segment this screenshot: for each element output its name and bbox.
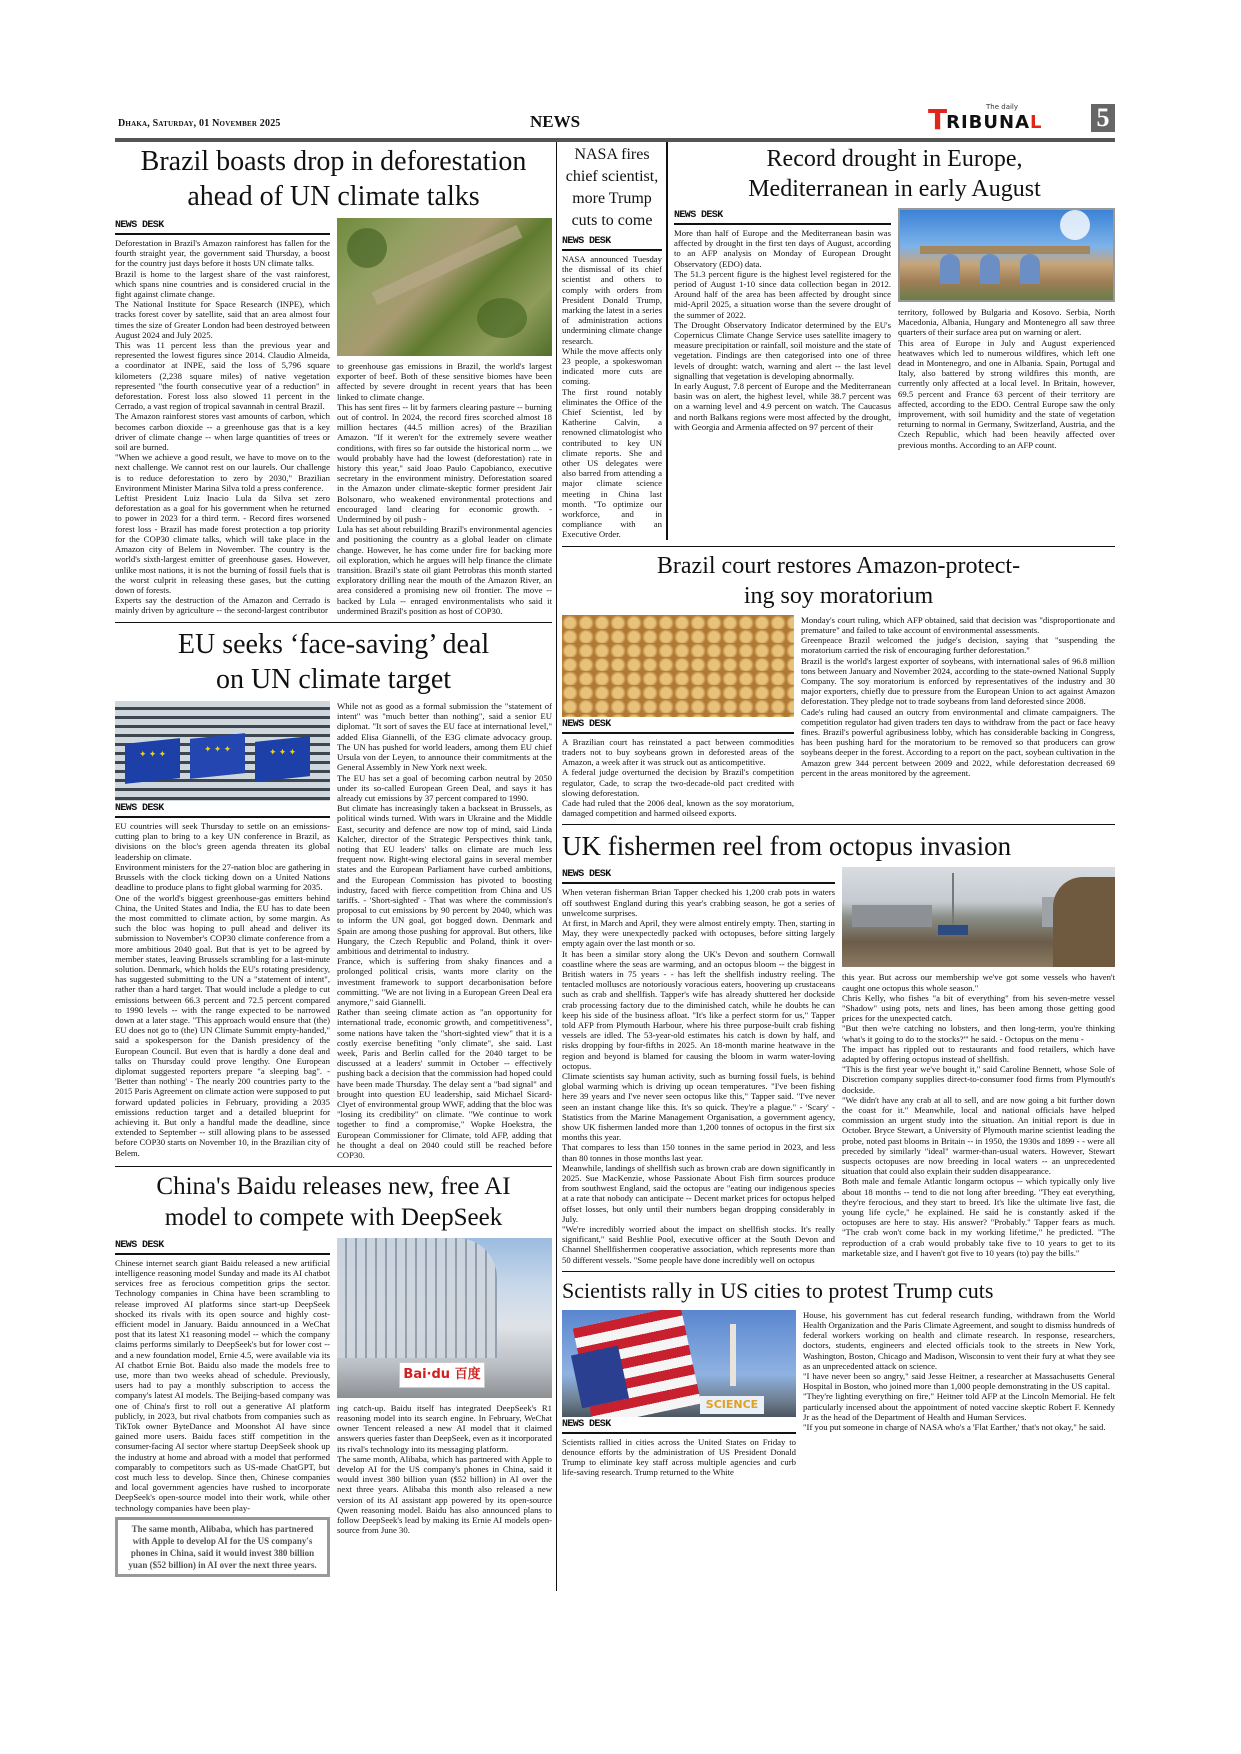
article-column [115, 1238, 330, 1581]
aerial-forest-image [337, 218, 552, 356]
byline-rule [115, 1253, 330, 1255]
paragraph: ing catch-up. Baidu itself has integrated DeepSeek's R1 reasoning model into its search engine. In February, WeChat owner Tencent released a new AI model that it claimed answers queries faster than DeepSeek, even as it incorporated its rival's technology into its messaging platform. [337, 1402, 552, 1454]
article-body-nasa [562, 254, 662, 540]
paragraph: Scientists rallied in cities across the United States on Friday to denounce efforts by the administration of US President Donald Trump to eliminate key staff across multiple agencies and curb life-saving research. Trump returned to the White [562, 1436, 796, 1478]
tribunal-logo [928, 103, 1042, 136]
paragraph: A Brazilian court has reinstated a pact between commodities traders not to buy soybeans grown in deforested areas of the Amazon, a week after it was struck out as anticompetitive. [562, 736, 794, 768]
paragraph: Chris Kelly, who fishes "a bit of everything" from his seven-metre vessel "Shadow" using pots, nets and lines, has been among those getting good prices for the unexpected catch. [842, 992, 1115, 1024]
headline-scientists: Scientists rally in US cities to protest Trump cuts [562, 1277, 994, 1303]
article-body-brazil-col1 [115, 238, 330, 616]
paragraph: "When we achieve a good result, we have to move on to the next challenge. We cannot rest on our laurels. Our challenge is to reduce deforestation to zero by 2030," Brazilian Environment Minister Marina Silva told a press conference. [115, 452, 330, 493]
article-column [803, 1310, 1115, 1432]
headline-nasa: NASA fires chief scientist, more Trump cuts to come [565, 146, 659, 229]
article-column [562, 867, 835, 1265]
paragraph: In early August, 7.8 percent of Europe and the Mediterranean basin was on alert, the highest level, while 38.7 percent was on a warning level and 4.9 percent on watch. The Caucasus and north Balkans regions were most affected by the drought, with Georgia and Armenia affected on 97 percent of their [674, 381, 891, 432]
byline-rule [562, 249, 662, 251]
paragraph: The Amazon rainforest stores vast amounts of carbon, which becomes carbon dioxide -- a greenhouse gas that is a key driver of climate change -- when large quantities of trees or soil are burned. [115, 411, 330, 453]
protest-image [562, 1310, 796, 1417]
headline-eu-climate [115, 627, 552, 697]
article-row [562, 867, 1115, 1265]
headline-line: ing soy moratorium [743, 582, 934, 609]
headline-line: Record drought in Europe, [766, 146, 1023, 172]
headline-baidu [115, 1171, 552, 1234]
paragraph: Monday's court ruling, which AFP obtained, said that decision was "disproportionate and premature" and failed to take account of environmental assessments. [801, 614, 1115, 635]
paragraph: Environment ministers for the 27-nation bloc are gathering in Brussels with the clock ticking down on a United Nations deadline to produce plans to fight global warming for 2035. [115, 861, 330, 893]
science-sign: SCIENCE [700, 1396, 764, 1414]
paragraph: "If you put someone in charge of NASA who's a 'Flat Earther,' that's not okay," he said. [803, 1422, 1106, 1433]
article-body-baidu-col1 [115, 1258, 330, 1513]
logo-letter-l: L [1030, 112, 1042, 133]
article-octopus [562, 829, 1115, 1272]
article-column [337, 218, 552, 616]
left-column [115, 142, 557, 1591]
byline: NEWS DESK [115, 220, 164, 231]
paragraph: Lula has set about rebuilding Brazil's environmental agencies and positioning the country as a global leader on climate change. However, he has come under fire for backing more oil exploration, which he argues will help finance the climate transition. Brazil's state oil giant Petrobras this month started exploratory drilling near the mouth of the Amazon River, an area considered a promising new oil frontier. The move -- backed by Lula -- enraged environmentalists who said it undermined Brazil's position as host of COP30. [337, 524, 552, 616]
paragraph: Leftist President Luiz Inacio Lula da Silva set zero deforestation as a goal for his government when he returned to power in 2023 for a third term. - Record fires worsened forest loss - Brazil has made forest protection a top priority for the COP30 climate talks, which will take place in the Amazon city of Belem in November. The country is the world's sixth-largest emitter of greenhouse gases. However, unlike most nations, it is not the burning of fossil fuels that is the worst culprit in releasing these gases, but the cutting down of forests. [115, 493, 330, 595]
article-body-soy-col2 [801, 615, 1115, 778]
byline: NEWS DESK [115, 803, 164, 815]
article-column [115, 218, 330, 616]
paragraph: A federal judge overturned the decision by Brazil's competition regulator, Cade, to scrap the two-decade-old pact credited with slowing deforestation. [562, 767, 794, 798]
article-column [337, 701, 552, 1160]
soybeans-image [562, 615, 794, 717]
paragraph: Brazil is home to the largest share of the vast rainforest, which spans nine countries and is considered crucial in the fight against climate change. [115, 268, 330, 300]
paragraph: Experts say the destruction of the Amazon and Cerrado is mainly driven by agriculture -- the second-largest contributor [115, 595, 330, 616]
paragraph: At first, in March and April, they were almost entirely empty. Then, starting in May, they were unexpectedly packed with octopuses, before sitting largely empty again over the last month or so. [562, 917, 835, 949]
byline-rule [562, 732, 794, 734]
article-body-drought-col1 [674, 228, 891, 432]
right-column [557, 142, 1115, 1488]
paragraph: "But then we're catching no lobsters, and then long-term, you're thinking 'what's it going to do to the stocks?'" he said. - Octopus on the menu - [842, 1023, 1115, 1044]
issue-date: Dhaka, Saturday, 01 November 2025 [118, 118, 281, 129]
headline-brazil-deforestation [115, 144, 552, 214]
paragraph: "I have never been so angry," said Jesse Heitner, a researcher at Massachusetts General Hospital in Boston, who joined more than 1,000 people demonstrating in the US capital. [803, 1371, 1115, 1392]
section-title: NEWS [530, 112, 581, 131]
paragraph: "We're incredibly worried about the impact on shellfish stocks. It's really significant," said Beshlie Pool, executive officer at the South Devon and Channel Shellfishermen cooperative association, which represents more than 50 different vessels. "Some people have done incredibly well on octopus [562, 1224, 835, 1265]
article-baidu [115, 1171, 552, 1587]
headline-line: ahead of UN climate talks [187, 181, 480, 212]
article-row [115, 701, 552, 1160]
newspaper-page [115, 0, 1115, 1651]
byline: NEWS DESK [115, 1239, 164, 1251]
article-column [337, 1238, 552, 1536]
headline-line: China's Baidu releases new, free AI [156, 1173, 511, 1201]
byline: NEWS DESK [674, 210, 723, 221]
article-body-eu-col1 [115, 821, 330, 1158]
page-header [115, 104, 1115, 142]
paragraph: territory, followed by Bulgaria and Kosovo. Serbia, North Macedonia, Albania, Hungary and Montenegro all saw three quarters of their surface area put on warning or alert. [898, 307, 1115, 338]
paragraph: The Drought Observatory Indicator determined by the EU's Copernicus Climate Change Service uses satellite imagery to measure precipitation or rainfall, soil moisture and the state of vegetation. Findings are then categorised into one of three levels of drought: watch, warning and alert -- the last level signalling that vegetation is developing abnormally. [674, 319, 891, 381]
headline-line: Brazil court restores Amazon-protect- [656, 552, 1021, 579]
article-row [562, 1310, 1115, 1478]
top-row [562, 142, 1115, 547]
paragraph: It has been a similar story along the UK's Devon and southern Cornwall coastline where the seas are warming, and an octopus bloom -- the biggest in British waters in 75 years - - has left the shellfish industry reeling. The tentacled molluscs are notoriously voracious eaters, hoovering up crustaceans such as crab and shellfish. Tapper's wife has already shuttered her dockside crab processing factory due to the diminished catch, while he doubts he can keep his side of the business afloat. "It's like a perfect storm for us," Tapper told AFP from Plymouth Harbour, where his three purpose-built crab fishing vessels are idled. The 53-year-old estimates his catch is down by half, and risks dropping by four-fifths in 2025. An 18-month marine heatwave in the region and beyond is blamed for causing the bloom in warm water-loving octopus. [562, 948, 835, 1071]
article-body-octopus-col1 [562, 887, 835, 1265]
page-number: 5 [1091, 104, 1115, 132]
article-column [898, 208, 1115, 450]
paragraph: EU countries will seek Thursday to settle on an emissions-cutting plan to bring to a key UN conference in Brazil, as divisions on the bloc's green agenda threaten its global leadership on climate. [115, 821, 330, 862]
article-body-drought-col2 [898, 307, 1115, 450]
article-nasa [562, 142, 668, 540]
headline-line: Mediterranean in early August [748, 176, 1041, 202]
headline-line: model to compete with DeepSeek [164, 1204, 503, 1232]
paragraph: Rather than seeing climate action as "an opportunity for international trade, economic growth, and competitiveness", some nations have taken the "short-sighted view" that it is a costly exercise benefiting "only climate", she said. Last week, Paris and Berlin called for the 2040 target to be discussed at a leaders' summit in October -- effectively pushing back a decision that the commission had hoped could have been made Thursday. The delay sent a "bad signal" and brought into question EU leadership, said Michael Sicard-Clyet of environmental group WWF, adding that the bloc was "losing its credibility" on climate. "We continue to work together to find a compromise," Wopke Hoekstra, the European Commissioner for Climate, told AFP, adding that he thought a deal on 2040 could still be reached before COP30. [337, 1007, 552, 1161]
paragraph: this year. But across our membership we've got some vessels who haven't caught one octopus this whole season." [842, 972, 1115, 993]
article-drought [668, 142, 1115, 450]
byline: NEWS DESK [562, 1418, 611, 1430]
article-eu-climate [115, 627, 552, 1167]
paragraph: The first round notably eliminates the Office of the Chief Scientist, led by Katherine Calvin, a renowned climatologist who contributed to key UN climate reports. She and other US delegates were also barred from attending a major climate science meeting in China last month. "To optimize our workforce, and in compliance with an Executive Order. [562, 386, 662, 540]
article-column [801, 615, 1115, 778]
article-column [674, 208, 891, 432]
paragraph: While not as good as a formal submission the "statement of intent" was "much better than nothing", said a senior EU diplomat. "It sort of saves the EU face at international level," added Elisa Giannelli, of the E3G climate advocacy group. The UN has pushed for world leaders, among them EU chief Ursula von der Leyen, to announce their commitments at the General Assembly in New York next week. [337, 701, 552, 773]
paragraph: "We didn't have any crab at all to sell, and are now going a bit further down the coast for it." Meanwhile, local and national officials have helped commission an urgent study into the situation. An initial report is due in October. Bryce Stewart, a University of Plymouth marine scientist leading the probe, noted past blooms in Britain -- in 1950, the 1930s and 1899 - - were all preceded by similarly "ideal" warmer-than-usual waters. However, Stewart suspects octopuses are now breeding in local waters -- an unprecedented situation that could also explain their sudden disappearance. [842, 1094, 1115, 1177]
article-body-scientists-col2 [803, 1310, 1115, 1432]
page-grid [115, 142, 1115, 1591]
headline-line: Brazil boasts drop in deforestation [140, 146, 527, 177]
headline-drought [674, 144, 1115, 204]
article-column [562, 615, 794, 819]
baidu-sign: Bai·du 百度 [399, 1362, 485, 1388]
paragraph: This was 11 percent less than the previous year and represented the lowest figures since 2014. Claudio Almeida, a coordinator at INPE, said the loss of 5,796 square kilometers (2,238 square miles) of native vegetation represented "the fourth consecutive year of a reduction" in deforestation. Forest loss also slowed 11 percent in the Cerrado, a vast region of tropical savannah in central Brazil. [115, 340, 330, 412]
article-row [562, 615, 1115, 819]
article-brazil-deforestation [115, 144, 552, 623]
paragraph: Chinese internet search giant Baidu released a new artificial intelligence reasoning model Sunday and made its AI chatbot services free as ferocious competition grips the sector. Technology companies in China have been scrambling to release improved AI platforms since start-up DeepSeek shocked its rivals with its open source and highly cost-efficient model in January. Baidu announced in a WeChat post that its latest X1 reasoning model -- which the company claims performs similarly to DeepSeek's but for lower cost -- and a new foundation model, Ernie 4.5, were available via its AI chatbot Ernie Bot. Baidu also made the models free to use, more than two weeks ahead of schedule. Previously, users had to pay a monthly subscription to access the company's latest AI models. The Beijing-based company was one of China's first to roll out a generative AI platform publicly, in 2023, but rival chatbots from companies such as TikTok owner ByteDance and Moonshot AI have since gained more users. Baidu faces stiff competition in the consumer-facing AI sector where startup DeepSeek shook up the industry at home and abroad with a model that performed comparably to competitors such as US-made ChatGPT, but cost much less to develop. Since then, Chinese companies and local government agencies have rushed to incorporate DeepSeek's open-source model into their work, while other technology companies have been play- [115, 1257, 330, 1513]
paragraph: Meanwhile, landings of shellfish such as brown crab are down significantly in 2025. Sue MacKenzie, whose Passionate About Fish firm sources produce from southwest England, said the octopus are "eating our indigenous species at a rate that nobody can anticipate -- Decent market prices for octopus helped offset losses, but only until their numbers began dropping considerably in July. [562, 1162, 835, 1224]
paragraph: This area of Europe in July and August experienced heatwaves which led to numerous wildfires, which left one dead in Montenegro, and one in Albania. Spain, Portugal and Italy, also battered by strong wildfires this month, are currently only affected at a local level. In Britain, however, 69.5 percent and France 63 percent of their territory are affected, according to the EDO. Central Europe saw the only improvement, with soil humidity and the state of vegetation returning to normal in Germany, Switzerland, Austria, and the Czech Republic, which had been heavily affected over previous months. According to an AFP count. [898, 337, 1115, 450]
eu-flags-image: ✦ ✦ ✦ ✦ ✦ ✦ ✦ ✦ ✦ [115, 701, 330, 801]
article-body-baidu-col2 [337, 1403, 552, 1536]
paragraph: to greenhouse gas emissions in Brazil, the world's largest exporter of beef. Both of these sensitive biomes have been affected by severe drought in recent years that has been linked to climate change. [337, 361, 552, 402]
article-column [842, 867, 1115, 1258]
logo-letter-t: T [928, 103, 947, 136]
headline-soy-moratorium [562, 551, 1115, 611]
byline: NEWS DESK [562, 869, 611, 881]
paragraph: The 51.3 percent figure is the highest level registered for the period of August 1-10 since data collection began in 2012. Around half of the area has been affected by drought since mid-April 2025, a situation worse than the severe drought of the summer of 2022. [674, 268, 891, 320]
paragraph: House, his government has cut federal research funding, withdrawn from the World Health Organization and the Paris Climate Agreement, and sought to dismiss hundreds of federal workers working on health and climate research. In response, researchers, doctors, students, engineers and elected officials took to the streets in New York, Washington, Boston, Chicago and Madison, Wisconsin to vent their fury at what they see as an unprecedented attack on science. [803, 1309, 1115, 1371]
logo-letters: RIBUNA [946, 112, 1030, 133]
paragraph: When veteran fisherman Brian Tapper checked his 1,200 crab pots in waters off southwest England during this year's crabbing season, he got a series of unwelcome surprises. [562, 887, 835, 918]
byline-rule [674, 223, 891, 225]
byline-rule [562, 1432, 796, 1434]
article-soy-moratorium [562, 551, 1115, 826]
paragraph: This has sent fires -- lit by farmers clearing pasture -- burning out of control. In 2024, the record fires scorched almost 18 million hectares (44.5 million acres) of the Brazilian Amazon. "If it weren't for the extremely severe weather conditions, with fires so far outside the historical norm ... we would probably have had the lowest (deforestation) rate in history this year," said Joao Paulo Capobianco, executive secretary in the environment ministry. Deforestation soared in the Amazon under climate-skeptic former president Jair Bolsonaro, who weakened environmental protections and encouraged land clearing for economic growth. - Undermined by oil push - [337, 401, 552, 525]
byline: NEWS DESK [562, 718, 611, 730]
paragraph: France, which is suffering from shaky finances and a prolonged political crisis, wants more clarity on the investment framework to support decarbonisation before committing. "We are not living in a European Green Deal era anymore," said Giannelli. [337, 956, 552, 1007]
aqueduct-image [898, 208, 1115, 302]
paragraph: Brazil is the world's largest exporter of soybeans, with international sales of 96.8 million tons between January and November 2024, according to the state-owned National Supply Company. The soy moratorium is enforced by representatives of the industry and 30 major exporters, chiefly due to pressure from the European Union to act against Amazon deforestation. They pledge not to trade soybeans from land deforested since 2008. [801, 655, 1115, 707]
paragraph: Cade's ruling had caused an outcry from environmental and climate campaigners. The competition regulator had given traders ten days to withdraw from the pact or face heavy fines. Brazil's powerful agribusiness lobby, which has considerable backing in Congress, has been pushing hard for the moratorium to be removed so that producers can grow soybeans deeper in the forest. According to a report on the pact, soybean cultivation in the Amazon grew 344 percent between 2009 and 2022, while deforestation decreased 69 percent in the areas monitored by the agreement. [801, 706, 1115, 778]
headline-line: on UN climate target [215, 664, 452, 696]
article-row [115, 218, 552, 616]
paragraph: Cade had ruled that the 2006 deal, known as the soy moratorium, damaged competition and harmed oilseed exports. [562, 797, 794, 819]
pull-quote: The same month, Alibaba, which has partnered with Apple to develop AI for the US company's phones in China, said it would invest 380 billion yuan ($52 billion) in AI over the next three years. [115, 1517, 330, 1577]
article-body-octopus-col2 [842, 972, 1115, 1258]
article-scientists [562, 1276, 1115, 1484]
paragraph: NASA announced Tuesday the dismissal of its chief scientist and others to comply with orders from President Donald Trump, marking the latest in a series of administration actions undermining climate change research. [562, 254, 662, 346]
paragraph: But climate has increasingly taken a backseat in Brussels, as political winds turned. With wars in Ukraine and the Middle East, security and defence are now top of mind, said Linda Kalcher, director of the Strategic Perspectives think tank, noting that EU leaders' talks on climate are much less frequent now. Right-wing electoral gains in several member states and the European Parliament have curbed ambitions, and the European Commission has pivoted to boosting industry, faced with fierce competition from China and US tariffs. - 'Short-sighted' - That was where the commission's proposal to cut emissions by 90 percent by 2040, which was to inform the UN goal, got bogged down. Denmark and Spain are among those pushing for approval. But others, like Hungary, the Czech Republic and Poland, think it over-ambitious and detrimental to industry. [337, 803, 552, 956]
article-body-brazil-col2 [337, 361, 552, 616]
headline-line: EU seeks ‘face-saving’ deal [177, 629, 490, 661]
paragraph: That compares to less than 150 tonnes in the same period in 2023, and less than 80 tonnes in those months last year. [562, 1142, 835, 1163]
paragraph: Deforestation in Brazil's Amazon rainforest has fallen for the fourth straight year, the government said Thursday, a boost for the country just days before it hosts UN climate talks. [115, 238, 330, 269]
article-body-soy-col1 [562, 737, 794, 819]
paragraph: Greenpeace Brazil welcomed the judge's decision, saying that "suspending the moratorium carried the risk of encouraging further deforestation." [801, 635, 1115, 656]
article-row [115, 1238, 552, 1581]
paragraph: The same month, Alibaba, which has partnered with Apple to develop AI for the US company's phones in China, said it would invest 380 billion yuan ($52 billion) in AI over the next three years. Alibaba this month also released a new version of its AI assistant app powered by its open-source Qwen reasoning model. Baidu has also announced plans to follow DeepSeek's lead by making its Ernie AI models open-source from June 30. [337, 1453, 552, 1536]
article-row [674, 208, 1115, 450]
paragraph: The EU has set a goal of becoming carbon neutral by 2050 under its so-called European Green Deal, and says it has already cut emissions by 37 percent compared to 1990. [337, 772, 552, 803]
paragraph: "This is the first year we've bought it," said Caroline Bennett, whose Sole of Discretion company supplies direct-to-consumer food firms from Plymouth's dockside. [842, 1064, 1115, 1095]
article-body-scientists-col1 [562, 1437, 796, 1478]
byline-rule [562, 882, 835, 884]
paragraph: The National Institute for Space Research (INPE), which tracks forest cover by satellite, said that an area almost four times the size of Greater London had been destroyed between August 2024 and July 2025. [115, 299, 330, 340]
headline-octopus: UK fishermen reel from octopus invasion [562, 831, 1012, 862]
paragraph: The impact has rippled out to restaurants and food retailers, which have adapted by offering octopus instead of shellfish. [842, 1043, 1115, 1064]
article-column [562, 1310, 796, 1478]
paragraph: "They're lighting everything on fire," Heitner told AFP at the Lincoln Memorial. He felt particularly incensed about the appointment of noted vaccine skeptic Robert F. Kennedy Jr as the head of the Department of Health and Human Services. [803, 1391, 1115, 1422]
paragraph: While the move affects only 23 people, a spokeswoman indicated more cuts are coming. [562, 345, 662, 387]
byline-rule [115, 233, 330, 235]
baidu-building-image [337, 1238, 552, 1398]
paragraph: Climate scientists say human activity, such as burning fossil fuels, is behind global warming which is driving up ocean temperatures. "I've been fishing here 39 years and I've never seen octopus like this," Tapper said. "I've never seen an instant change like this. It's so quick. They're a plague." - 'Scary' - Statistics from the Marine Management Organisation, a government agency, show UK fishermen landed more than 1,200 tonnes of octopus in the first six months this year. [562, 1070, 835, 1143]
paragraph: More than half of Europe and the Mediterranean basin was affected by drought in the first ten days of August, according to an AFP analysis on Monday of European Drought Observatory (EDO) data. [674, 228, 891, 269]
paragraph: Both male and female Atlantic longarm octopus -- which typically only live about 18 months -- tend to die not long after breeding. "They eat everything, they're ferocious, and they start to breed. It's like the ultimate live fast, die young life cycle," he explained. He said he is constantly asked if the octopuses are here to stay. His answer? "Probably." Tapper fears as much. "The crab won't come back in my working lifetime," he predicted. "The reproduction of a crab would probably take five to 10 years to get to its marketable size, and I haven't got five to 10 years (to) pay the bills." [842, 1176, 1115, 1258]
byline: NEWS DESK [562, 236, 611, 247]
article-column [115, 701, 330, 1158]
article-body-eu-col2 [337, 701, 552, 1160]
byline-rule [115, 816, 330, 818]
logo-the-daily: The daily [986, 103, 1019, 111]
harbour-image [842, 867, 1115, 967]
paragraph: One of the world's biggest greenhouse-gas emitters behind China, the United States and India, the EU has to date been the most committed to climate action, by some margin. As such the bloc was hoping to pull ahead and deliver its submission to November's COP30 climate conference from a more ambitious 2040 goal. But that is yet to be agreed by member states, leaving Brussels scrambling for a last-minute solution. Denmark, which holds the EU's rotating presidency, has suggested submitting to the UN a "statement of intent", rather than a hard target. That would include a pledge to cut emissions between 66.3 percent and 72.5 percent compared to 1990 levels -- with the range expected to be narrowed down at a later stage. "This approach would ensure that (the) EU does not go to (the) UN Climate Summit empty-handed," said a spokesperson for the Danish presidency of the European Council. But even that is hardly a done deal and talks on Thursday could prove lengthy. One European diplomat suggested reporters prepare "a sleeping bag". - 'Better than nothing' - The nearly 200 countries party to the 2015 Paris Agreement on climate action were supposed to put forward updated policies in February, providing a 2035 emissions reduction target and a detailed blueprint for achieving it. But only a handful made the deadline, since extended to September -- still allowing plans to be assessed before COP30 starts on November 10, in the Brazilian city of Belem. [115, 892, 330, 1158]
